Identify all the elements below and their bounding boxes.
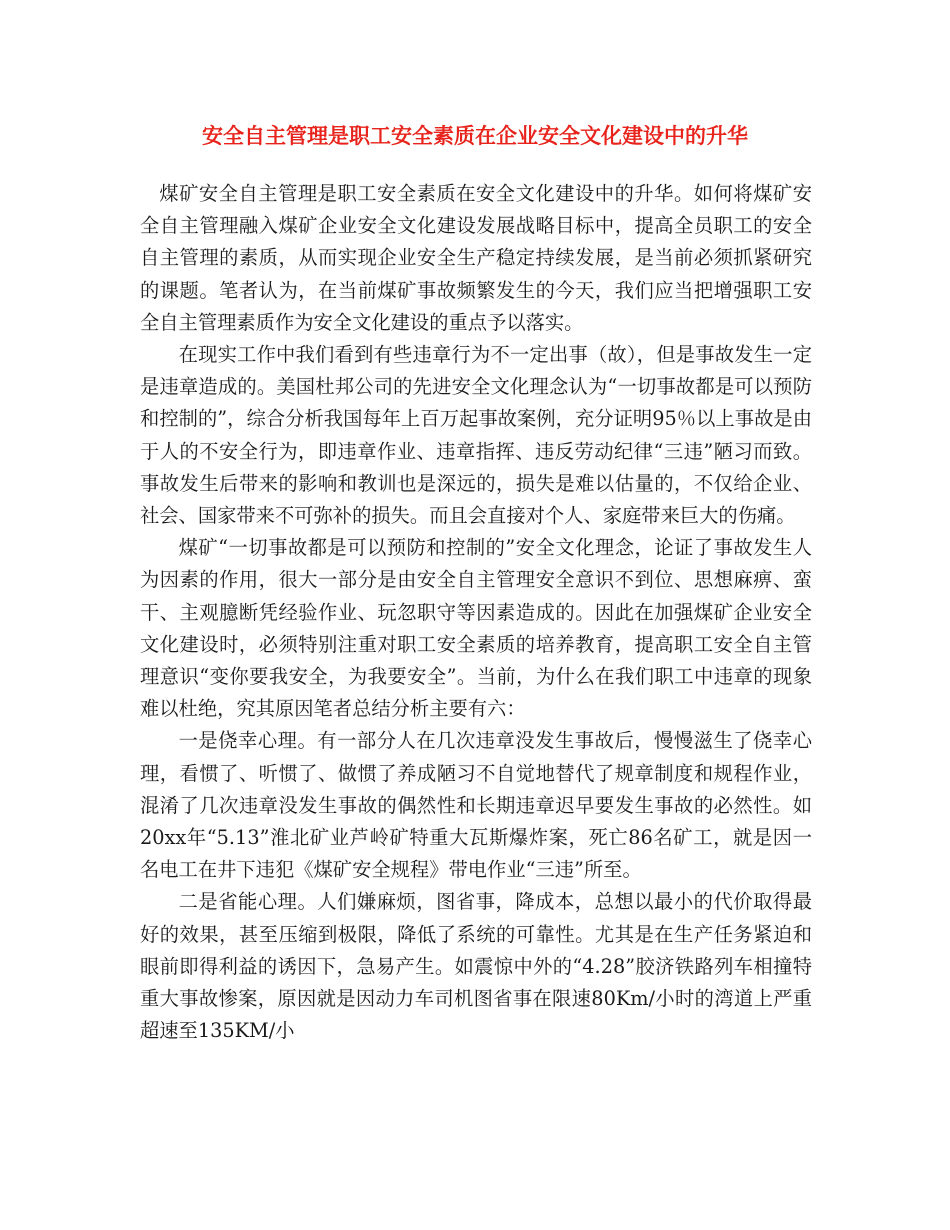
paragraph-safety-concept: 煤矿“一切事故都是可以预防和控制的”安全文化理念，论证了事故发生人为因素的作用，很大一部分是由安全自主管理安全意识不到位、思想麻痹、蛮干、主观臆断凭经验作业、玩忽职守等因素造成的。因此在加强煤矿企业安全文化建设时，必须特别注重对职工安全素质的培养教育，提高职工安全自主管理意识“变你要我安全，为我要安全”。当前，为什么在我们职工中违章的现象难以杜绝，究其原因笔者总结分析主要有六：: [140, 536, 812, 721]
paragraph-violations: 在现实工作中我们看到有些违章行为不一定出事（故），但是事故发生一定是违章造成的。美国杜邦公司的先进安全文化理念认为“一切事故都是可以预防和控制的”，综合分析我国每年上百万起事故案例，充分证明95％以上事故是由于人的不安全行为，即违章作业、违章指挥、违反劳动纪律“三违”陋习而致。事故发生后带来的影响和教训也是深远的，损失是难以估量的，不仅给企业、社会、国家带来不可弥补的损失。而且会直接对个人、家庭带来巨大的伤痛。: [140, 343, 812, 528]
paragraph-reason-1: 一是侥幸心理。有一部分人在几次违章没发生事故后，慢慢滋生了侥幸心理，看惯了、听惯了、做惯了养成陋习不自觉地替代了规章制度和规程作业，混淆了几次违章没发生事故的偶然性和长期违章迟早要发生事故的必然性。如20xx年“5.13”淮北矿业芦岭矿特重大瓦斯爆炸案，死亡86名矿工，就是因一名电工在井下违犯《煤矿安全规程》带电作业“三违”所至。: [140, 729, 812, 882]
paragraph-reason-2: 二是省能心理。人们嫌麻烦，图省事，降成本，总想以最小的代价取得最好的效果，甚至压缩到极限，降低了系统的可靠性。尤其是在生产任务紧迫和眼前即得利益的诱因下，急易产生。如震惊中外的“4.28”胶济铁路列车相撞特重大事故惨案，原因就是因动力车司机图省事在限速80Km/小时的湾道上严重超速至135KM/小: [140, 890, 812, 1043]
paragraph-intro: 煤矿安全自主管理是职工安全素质在安全文化建设中的升华。如何将煤矿安全自主管理融入煤矿企业安全文化建设发展战略目标中，提高全员职工的安全自主管理的素质，从而实现企业安全生产稳定持续发展，是当前必须抓紧研究的课题。笔者认为，在当前煤矿事故频繁发生的今天，我们应当把增强职工安全自主管理素质作为安全文化建设的重点予以落实。: [140, 182, 812, 334]
document-title: 安全自主管理是职工安全素质在企业安全文化建设中的升华: [202, 123, 748, 148]
document-body: [140, 178, 812, 1047]
